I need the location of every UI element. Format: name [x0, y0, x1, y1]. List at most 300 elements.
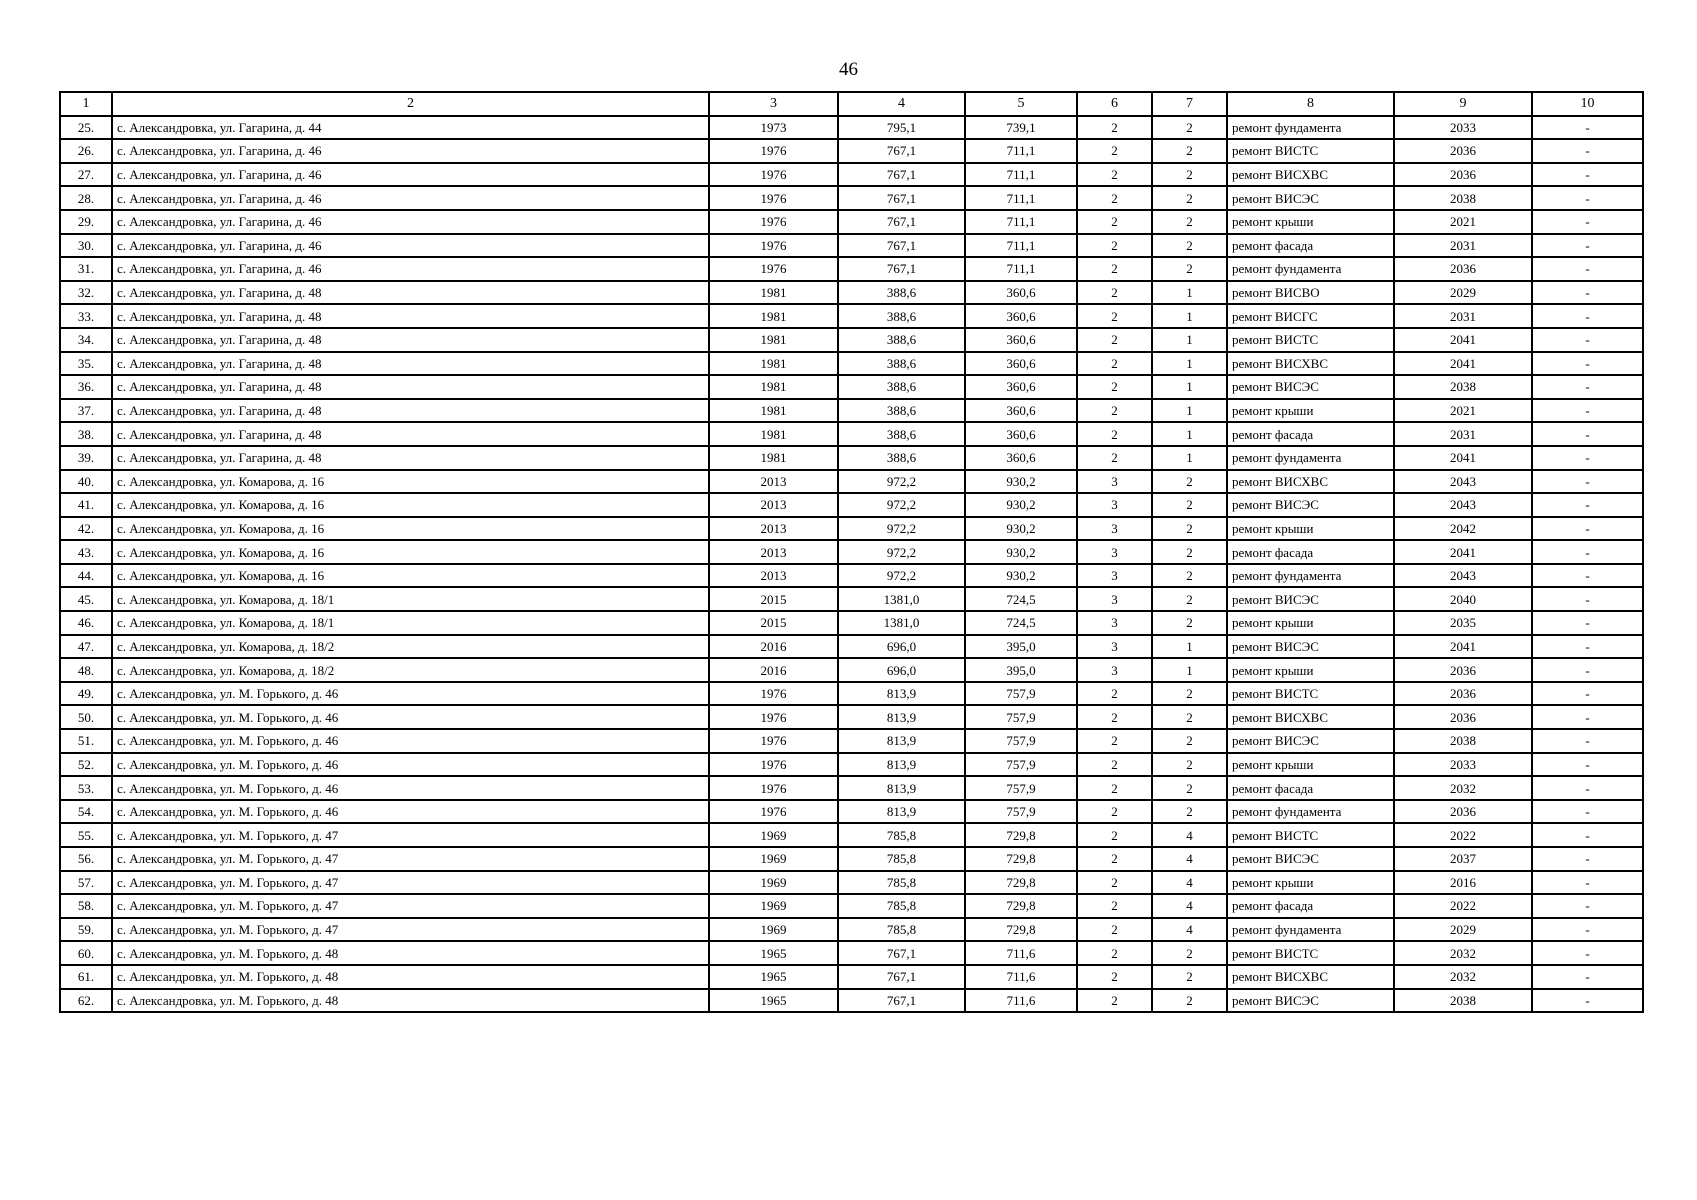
cell-row-number: 40.: [60, 470, 112, 494]
cell-note: -: [1532, 635, 1643, 659]
cell-floors: 2: [1077, 753, 1152, 777]
cell-entrances: 4: [1152, 847, 1227, 871]
cell-row-number: 48.: [60, 658, 112, 682]
cell-planned-year: 2041: [1394, 352, 1532, 376]
cell-entrances: 2: [1152, 116, 1227, 140]
cell-address: с. Александровка, ул. Комарова, д. 16: [112, 517, 709, 541]
cell-address: с. Александровка, ул. Гагарина, д. 44: [112, 116, 709, 140]
cell-note: -: [1532, 163, 1643, 187]
cell-living-area: 729,8: [965, 894, 1077, 918]
cell-repair-type: ремонт ВИСТС: [1227, 941, 1394, 965]
cell-note: -: [1532, 116, 1643, 140]
cell-address: с. Александровка, ул. Гагарина, д. 46: [112, 234, 709, 258]
cell-note: -: [1532, 470, 1643, 494]
cell-living-area: 930,2: [965, 540, 1077, 564]
cell-note: -: [1532, 965, 1643, 989]
cell-total-area: 785,8: [838, 894, 965, 918]
column-header-6: 6: [1077, 92, 1152, 116]
cell-year-built: 1969: [709, 894, 838, 918]
cell-row-number: 52.: [60, 753, 112, 777]
cell-note: -: [1532, 328, 1643, 352]
cell-total-area: 696,0: [838, 635, 965, 659]
cell-total-area: 767,1: [838, 941, 965, 965]
cell-year-built: 1981: [709, 375, 838, 399]
table-row: [60, 163, 1643, 187]
cell-repair-type: ремонт ВИСЭС: [1227, 375, 1394, 399]
cell-floors: 2: [1077, 186, 1152, 210]
cell-row-number: 43.: [60, 540, 112, 564]
cell-living-area: 757,9: [965, 729, 1077, 753]
cell-address: с. Александровка, ул. М. Горького, д. 46: [112, 753, 709, 777]
cell-year-built: 1965: [709, 941, 838, 965]
cell-entrances: 2: [1152, 753, 1227, 777]
table-row: [60, 399, 1643, 423]
table-row: [60, 587, 1643, 611]
cell-repair-type: ремонт фасада: [1227, 234, 1394, 258]
cell-total-area: 813,9: [838, 682, 965, 706]
cell-total-area: 388,6: [838, 352, 965, 376]
cell-living-area: 930,2: [965, 493, 1077, 517]
cell-planned-year: 2043: [1394, 564, 1532, 588]
cell-note: -: [1532, 847, 1643, 871]
cell-address: с. Александровка, ул. Комарова, д. 18/2: [112, 635, 709, 659]
cell-row-number: 49.: [60, 682, 112, 706]
cell-total-area: 813,9: [838, 776, 965, 800]
cell-repair-type: ремонт ВИСТС: [1227, 682, 1394, 706]
cell-address: с. Александровка, ул. Гагарина, д. 48: [112, 352, 709, 376]
cell-floors: 3: [1077, 517, 1152, 541]
cell-living-area: 757,9: [965, 753, 1077, 777]
cell-note: -: [1532, 304, 1643, 328]
cell-living-area: 711,1: [965, 139, 1077, 163]
cell-total-area: 388,6: [838, 281, 965, 305]
cell-floors: 2: [1077, 776, 1152, 800]
cell-planned-year: 2031: [1394, 234, 1532, 258]
cell-address: с. Александровка, ул. Гагарина, д. 46: [112, 163, 709, 187]
cell-row-number: 58.: [60, 894, 112, 918]
cell-floors: 2: [1077, 281, 1152, 305]
cell-living-area: 757,9: [965, 682, 1077, 706]
cell-planned-year: 2038: [1394, 989, 1532, 1013]
cell-entrances: 1: [1152, 281, 1227, 305]
cell-note: -: [1532, 493, 1643, 517]
cell-address: с. Александровка, ул. Комарова, д. 16: [112, 564, 709, 588]
cell-year-built: 2013: [709, 493, 838, 517]
cell-floors: 2: [1077, 399, 1152, 423]
cell-note: -: [1532, 941, 1643, 965]
header-row: [60, 92, 1643, 116]
table-row: [60, 635, 1643, 659]
cell-repair-type: ремонт ВИСТС: [1227, 139, 1394, 163]
cell-year-built: 1976: [709, 705, 838, 729]
cell-note: -: [1532, 257, 1643, 281]
cell-planned-year: 2021: [1394, 210, 1532, 234]
cell-address: с. Александровка, ул. Гагарина, д. 46: [112, 210, 709, 234]
cell-row-number: 60.: [60, 941, 112, 965]
cell-entrances: 1: [1152, 446, 1227, 470]
cell-living-area: 711,6: [965, 989, 1077, 1013]
cell-planned-year: 2022: [1394, 823, 1532, 847]
cell-note: -: [1532, 658, 1643, 682]
column-header-2: 2: [112, 92, 709, 116]
cell-floors: 2: [1077, 705, 1152, 729]
table-row: [60, 564, 1643, 588]
cell-repair-type: ремонт крыши: [1227, 871, 1394, 895]
cell-planned-year: 2041: [1394, 328, 1532, 352]
cell-address: с. Александровка, ул. М. Горького, д. 46: [112, 682, 709, 706]
cell-repair-type: ремонт ВИСЭС: [1227, 493, 1394, 517]
cell-repair-type: ремонт ВИСХВС: [1227, 705, 1394, 729]
cell-note: -: [1532, 186, 1643, 210]
cell-repair-type: ремонт фасада: [1227, 894, 1394, 918]
cell-planned-year: 2041: [1394, 635, 1532, 659]
cell-repair-type: ремонт ВИСХВС: [1227, 965, 1394, 989]
table-row: [60, 540, 1643, 564]
cell-note: -: [1532, 540, 1643, 564]
cell-address: с. Александровка, ул. Гагарина, д. 46: [112, 257, 709, 281]
cell-repair-type: ремонт фундамента: [1227, 446, 1394, 470]
cell-floors: 2: [1077, 682, 1152, 706]
cell-living-area: 729,8: [965, 847, 1077, 871]
cell-entrances: 4: [1152, 823, 1227, 847]
cell-entrances: 2: [1152, 941, 1227, 965]
cell-year-built: 2016: [709, 635, 838, 659]
cell-entrances: 1: [1152, 328, 1227, 352]
cell-total-area: 972,2: [838, 540, 965, 564]
cell-address: с. Александровка, ул. Комарова, д. 18/2: [112, 658, 709, 682]
cell-total-area: 388,6: [838, 399, 965, 423]
cell-entrances: 1: [1152, 399, 1227, 423]
table-row: [60, 682, 1643, 706]
cell-total-area: 785,8: [838, 918, 965, 942]
cell-entrances: 1: [1152, 304, 1227, 328]
cell-row-number: 45.: [60, 587, 112, 611]
cell-year-built: 1969: [709, 847, 838, 871]
cell-row-number: 35.: [60, 352, 112, 376]
cell-repair-type: ремонт фундамента: [1227, 800, 1394, 824]
cell-entrances: 2: [1152, 564, 1227, 588]
table-body: [60, 116, 1643, 1013]
table-row: [60, 304, 1643, 328]
table-row: [60, 517, 1643, 541]
cell-year-built: 2015: [709, 611, 838, 635]
cell-floors: 2: [1077, 800, 1152, 824]
cell-floors: 2: [1077, 729, 1152, 753]
cell-row-number: 32.: [60, 281, 112, 305]
cell-planned-year: 2029: [1394, 918, 1532, 942]
cell-total-area: 972,2: [838, 564, 965, 588]
cell-note: -: [1532, 352, 1643, 376]
cell-row-number: 29.: [60, 210, 112, 234]
cell-planned-year: 2032: [1394, 965, 1532, 989]
cell-entrances: 2: [1152, 705, 1227, 729]
cell-year-built: 1976: [709, 753, 838, 777]
cell-living-area: 360,6: [965, 399, 1077, 423]
cell-living-area: 395,0: [965, 658, 1077, 682]
column-header-7: 7: [1152, 92, 1227, 116]
cell-address: с. Александровка, ул. Гагарина, д. 48: [112, 446, 709, 470]
table-row: [60, 470, 1643, 494]
cell-row-number: 37.: [60, 399, 112, 423]
table-row: [60, 210, 1643, 234]
cell-planned-year: 2038: [1394, 729, 1532, 753]
cell-address: с. Александровка, ул. Гагарина, д. 48: [112, 375, 709, 399]
cell-living-area: 711,1: [965, 210, 1077, 234]
cell-repair-type: ремонт фундамента: [1227, 918, 1394, 942]
cell-living-area: 930,2: [965, 564, 1077, 588]
cell-entrances: 1: [1152, 352, 1227, 376]
cell-planned-year: 2036: [1394, 705, 1532, 729]
cell-entrances: 2: [1152, 729, 1227, 753]
cell-row-number: 62.: [60, 989, 112, 1013]
cell-planned-year: 2033: [1394, 116, 1532, 140]
cell-floors: 2: [1077, 328, 1152, 352]
cell-living-area: 711,1: [965, 163, 1077, 187]
cell-entrances: 1: [1152, 422, 1227, 446]
cell-repair-type: ремонт крыши: [1227, 658, 1394, 682]
table-row: [60, 422, 1643, 446]
cell-total-area: 767,1: [838, 234, 965, 258]
cell-repair-type: ремонт ВИСТС: [1227, 823, 1394, 847]
cell-repair-type: ремонт фундамента: [1227, 257, 1394, 281]
cell-living-area: 729,8: [965, 871, 1077, 895]
cell-floors: 2: [1077, 918, 1152, 942]
cell-note: -: [1532, 705, 1643, 729]
cell-total-area: 813,9: [838, 705, 965, 729]
cell-total-area: 1381,0: [838, 611, 965, 635]
cell-repair-type: ремонт ВИСЭС: [1227, 587, 1394, 611]
cell-year-built: 1976: [709, 186, 838, 210]
cell-planned-year: 2043: [1394, 470, 1532, 494]
cell-total-area: 972,2: [838, 517, 965, 541]
column-header-8: 8: [1227, 92, 1394, 116]
cell-note: -: [1532, 517, 1643, 541]
cell-planned-year: 2016: [1394, 871, 1532, 895]
cell-row-number: 28.: [60, 186, 112, 210]
cell-row-number: 31.: [60, 257, 112, 281]
cell-year-built: 1981: [709, 446, 838, 470]
cell-living-area: 711,1: [965, 257, 1077, 281]
cell-repair-type: ремонт крыши: [1227, 210, 1394, 234]
cell-planned-year: 2036: [1394, 139, 1532, 163]
cell-living-area: 711,6: [965, 965, 1077, 989]
cell-row-number: 26.: [60, 139, 112, 163]
cell-year-built: 2013: [709, 540, 838, 564]
cell-row-number: 53.: [60, 776, 112, 800]
cell-repair-type: ремонт ВИСХВС: [1227, 470, 1394, 494]
cell-row-number: 42.: [60, 517, 112, 541]
cell-floors: 2: [1077, 304, 1152, 328]
cell-note: -: [1532, 281, 1643, 305]
cell-address: с. Александровка, ул. М. Горького, д. 47: [112, 871, 709, 895]
cell-repair-type: ремонт ВИСЭС: [1227, 847, 1394, 871]
cell-row-number: 47.: [60, 635, 112, 659]
cell-year-built: 2013: [709, 470, 838, 494]
cell-floors: 3: [1077, 540, 1152, 564]
cell-address: с. Александровка, ул. Комарова, д. 16: [112, 470, 709, 494]
cell-note: -: [1532, 823, 1643, 847]
cell-note: -: [1532, 234, 1643, 258]
cell-address: с. Александровка, ул. Гагарина, д. 48: [112, 281, 709, 305]
cell-living-area: 729,8: [965, 918, 1077, 942]
cell-total-area: 785,8: [838, 871, 965, 895]
cell-note: -: [1532, 894, 1643, 918]
cell-address: с. Александровка, ул. Гагарина, д. 48: [112, 328, 709, 352]
table-row: [60, 493, 1643, 517]
table-row: [60, 611, 1643, 635]
cell-note: -: [1532, 139, 1643, 163]
data-table: [59, 91, 1644, 1013]
column-header-4: 4: [838, 92, 965, 116]
cell-living-area: 729,8: [965, 823, 1077, 847]
cell-floors: 2: [1077, 352, 1152, 376]
table-row: [60, 446, 1643, 470]
table-row: [60, 800, 1643, 824]
cell-living-area: 711,1: [965, 234, 1077, 258]
table-row: [60, 871, 1643, 895]
cell-living-area: 360,6: [965, 422, 1077, 446]
cell-living-area: 360,6: [965, 281, 1077, 305]
cell-entrances: 2: [1152, 163, 1227, 187]
cell-planned-year: 2035: [1394, 611, 1532, 635]
cell-note: -: [1532, 682, 1643, 706]
cell-address: с. Александровка, ул. М. Горького, д. 47: [112, 823, 709, 847]
table-row: [60, 847, 1643, 871]
cell-entrances: 2: [1152, 800, 1227, 824]
cell-row-number: 27.: [60, 163, 112, 187]
cell-living-area: 360,6: [965, 328, 1077, 352]
cell-entrances: 2: [1152, 257, 1227, 281]
cell-planned-year: 2033: [1394, 753, 1532, 777]
table-row: [60, 186, 1643, 210]
cell-entrances: 1: [1152, 658, 1227, 682]
cell-floors: 2: [1077, 234, 1152, 258]
cell-living-area: 724,5: [965, 611, 1077, 635]
table-row: [60, 375, 1643, 399]
cell-address: с. Александровка, ул. Гагарина, д. 48: [112, 304, 709, 328]
cell-total-area: 388,6: [838, 446, 965, 470]
cell-floors: 2: [1077, 847, 1152, 871]
cell-planned-year: 2043: [1394, 493, 1532, 517]
cell-floors: 2: [1077, 139, 1152, 163]
cell-floors: 2: [1077, 941, 1152, 965]
cell-planned-year: 2037: [1394, 847, 1532, 871]
cell-planned-year: 2038: [1394, 375, 1532, 399]
cell-note: -: [1532, 871, 1643, 895]
cell-address: с. Александровка, ул. Гагарина, д. 48: [112, 399, 709, 423]
cell-total-area: 388,6: [838, 422, 965, 446]
cell-repair-type: ремонт ВИСХВС: [1227, 163, 1394, 187]
cell-total-area: 696,0: [838, 658, 965, 682]
cell-row-number: 30.: [60, 234, 112, 258]
cell-year-built: 1976: [709, 729, 838, 753]
cell-total-area: 388,6: [838, 375, 965, 399]
table-row: [60, 729, 1643, 753]
cell-planned-year: 2042: [1394, 517, 1532, 541]
table-row: [60, 941, 1643, 965]
cell-repair-type: ремонт крыши: [1227, 399, 1394, 423]
cell-repair-type: ремонт крыши: [1227, 753, 1394, 777]
cell-year-built: 1981: [709, 304, 838, 328]
cell-address: с. Александровка, ул. Гагарина, д. 46: [112, 139, 709, 163]
cell-entrances: 2: [1152, 186, 1227, 210]
cell-entrances: 4: [1152, 894, 1227, 918]
cell-repair-type: ремонт ВИСЭС: [1227, 186, 1394, 210]
cell-entrances: 2: [1152, 210, 1227, 234]
cell-living-area: 930,2: [965, 517, 1077, 541]
cell-planned-year: 2032: [1394, 776, 1532, 800]
table-row: [60, 823, 1643, 847]
cell-living-area: 711,6: [965, 941, 1077, 965]
cell-row-number: 34.: [60, 328, 112, 352]
cell-row-number: 46.: [60, 611, 112, 635]
cell-address: с. Александровка, ул. М. Горького, д. 48: [112, 941, 709, 965]
cell-total-area: 1381,0: [838, 587, 965, 611]
cell-repair-type: ремонт ВИСХВС: [1227, 352, 1394, 376]
cell-living-area: 757,9: [965, 800, 1077, 824]
cell-year-built: 1965: [709, 965, 838, 989]
cell-total-area: 767,1: [838, 965, 965, 989]
cell-living-area: 757,9: [965, 776, 1077, 800]
cell-total-area: 785,8: [838, 847, 965, 871]
cell-row-number: 59.: [60, 918, 112, 942]
cell-year-built: 1976: [709, 163, 838, 187]
cell-row-number: 44.: [60, 564, 112, 588]
cell-row-number: 41.: [60, 493, 112, 517]
cell-planned-year: 2029: [1394, 281, 1532, 305]
cell-planned-year: 2036: [1394, 257, 1532, 281]
cell-address: с. Александровка, ул. М. Горького, д. 48: [112, 989, 709, 1013]
table-row: [60, 139, 1643, 163]
cell-repair-type: ремонт крыши: [1227, 517, 1394, 541]
cell-repair-type: ремонт фасада: [1227, 540, 1394, 564]
cell-planned-year: 2036: [1394, 658, 1532, 682]
cell-entrances: 2: [1152, 493, 1227, 517]
cell-address: с. Александровка, ул. Комарова, д. 18/1: [112, 587, 709, 611]
cell-living-area: 395,0: [965, 635, 1077, 659]
column-header-1: 1: [60, 92, 112, 116]
cell-total-area: 767,1: [838, 163, 965, 187]
cell-year-built: 1969: [709, 871, 838, 895]
cell-address: с. Александровка, ул. М. Горького, д. 47: [112, 847, 709, 871]
cell-repair-type: ремонт ВИСТС: [1227, 328, 1394, 352]
cell-row-number: 39.: [60, 446, 112, 470]
column-header-9: 9: [1394, 92, 1532, 116]
cell-entrances: 2: [1152, 776, 1227, 800]
cell-entrances: 2: [1152, 139, 1227, 163]
cell-total-area: 767,1: [838, 989, 965, 1013]
table-row: [60, 234, 1643, 258]
cell-note: -: [1532, 564, 1643, 588]
cell-total-area: 767,1: [838, 257, 965, 281]
cell-row-number: 55.: [60, 823, 112, 847]
cell-year-built: 1969: [709, 918, 838, 942]
cell-note: -: [1532, 776, 1643, 800]
cell-note: -: [1532, 989, 1643, 1013]
cell-note: -: [1532, 611, 1643, 635]
cell-row-number: 36.: [60, 375, 112, 399]
cell-year-built: 1976: [709, 210, 838, 234]
cell-entrances: 2: [1152, 965, 1227, 989]
cell-total-area: 795,1: [838, 116, 965, 140]
cell-entrances: 2: [1152, 234, 1227, 258]
cell-row-number: 50.: [60, 705, 112, 729]
cell-note: -: [1532, 800, 1643, 824]
cell-repair-type: ремонт крыши: [1227, 611, 1394, 635]
cell-row-number: 25.: [60, 116, 112, 140]
table-row: [60, 116, 1643, 140]
column-header-10: 10: [1532, 92, 1643, 116]
